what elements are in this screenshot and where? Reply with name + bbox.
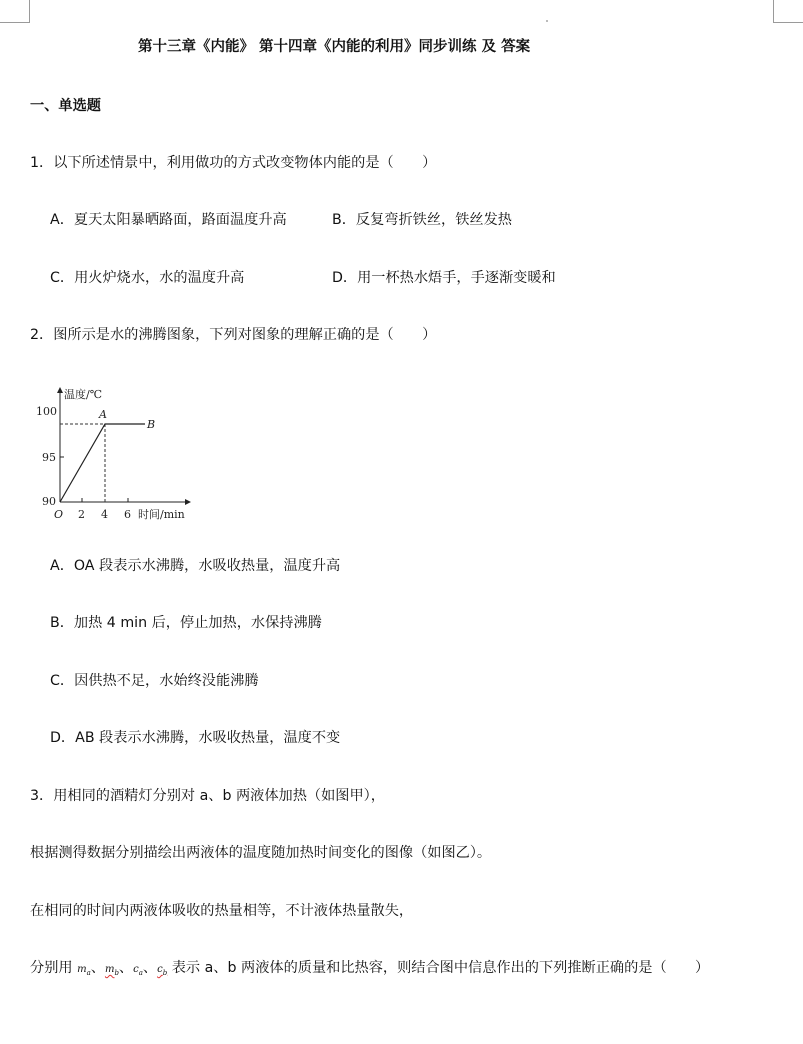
question-1-option-c: C．用火炉烧水，水的温度升高 bbox=[50, 270, 245, 286]
crop-mark-left-horizontal bbox=[0, 22, 30, 23]
boiling-graph-svg bbox=[30, 382, 200, 524]
y-axis-label: 温度/℃ bbox=[64, 388, 103, 401]
crop-mark-right-horizontal bbox=[773, 22, 803, 23]
question-3-line-1: 3．用相同的酒精灯分别对 a、b 两液体加热（如图甲）， bbox=[30, 788, 385, 804]
sep-1: 、 bbox=[90, 960, 105, 976]
origin-label: O bbox=[54, 508, 64, 521]
question-2-option-b: B．加热 4 min 后，停止加热，水保持沸腾 bbox=[50, 615, 322, 631]
x-tick-4: 4 bbox=[101, 508, 108, 521]
line-4-suffix: 表示 a、b 两液体的质量和比热容，则结合图中信息作出的下列推断正确的是（ ） bbox=[167, 960, 710, 976]
crop-mark-left-vertical bbox=[29, 0, 30, 22]
x-axis-label: 时间/min bbox=[138, 508, 185, 521]
y-tick-90: 90 bbox=[42, 495, 56, 508]
question-2-option-c: C．因供热不足，水始终没能沸腾 bbox=[50, 673, 259, 689]
scan-speck bbox=[546, 20, 548, 22]
boiling-graph bbox=[30, 382, 200, 524]
var-ca: $c_a$ bbox=[133, 964, 143, 977]
temperature-curve bbox=[60, 424, 145, 502]
question-1-stem: 1．以下所述情景中，利用做功的方式改变物体内能的是（ ） bbox=[30, 155, 437, 171]
crop-mark-right-vertical bbox=[773, 0, 774, 22]
question-1-option-a: A．夏天太阳暴晒路面，路面温度升高 bbox=[50, 212, 287, 228]
var-ma: $m_a$ bbox=[77, 964, 91, 977]
sep-3: 、 bbox=[142, 960, 158, 976]
var-cb: $c_b$ bbox=[157, 964, 168, 977]
question-1-option-d: D．用一杯热水焐手，手逐渐变暖和 bbox=[332, 270, 556, 286]
question-2-option-a: A．OA 段表示水沸腾，水吸收热量，温度升高 bbox=[50, 558, 341, 574]
section-heading: 一、单选题 bbox=[30, 98, 101, 114]
question-2-option-d: D．AB 段表示水沸腾，水吸收热量，温度不变 bbox=[50, 730, 341, 746]
y-tick-100: 100 bbox=[36, 405, 57, 418]
var-mb: $m_b$ bbox=[104, 964, 119, 977]
x-tick-2: 2 bbox=[78, 508, 85, 521]
point-a-label: A bbox=[99, 408, 107, 421]
question-3-line-2: 根据测得数据分别描绘出两液体的温度随加热时间变化的图像（如图乙）。 bbox=[30, 845, 492, 861]
point-b-label: B bbox=[147, 418, 156, 431]
question-1-option-b: B．反复弯折铁丝，铁丝发热 bbox=[332, 212, 512, 228]
document-title: 第十三章《内能》 第十四章《内能的利用》同步训练 及 答案 bbox=[138, 39, 531, 55]
question-3-line-3: 在相同的时间内两液体吸收的热量相等，不计液体热量散失， bbox=[30, 903, 414, 919]
sep-2: 、 bbox=[118, 960, 134, 976]
question-2-stem: 2．图所示是水的沸腾图象，下列对图象的理解正确的是（ ） bbox=[30, 327, 437, 343]
line-4-prefix: 分别用 bbox=[30, 960, 78, 976]
question-3-line-4 bbox=[30, 959, 709, 982]
y-tick-95: 95 bbox=[42, 451, 56, 464]
x-tick-6: 6 bbox=[124, 508, 131, 521]
